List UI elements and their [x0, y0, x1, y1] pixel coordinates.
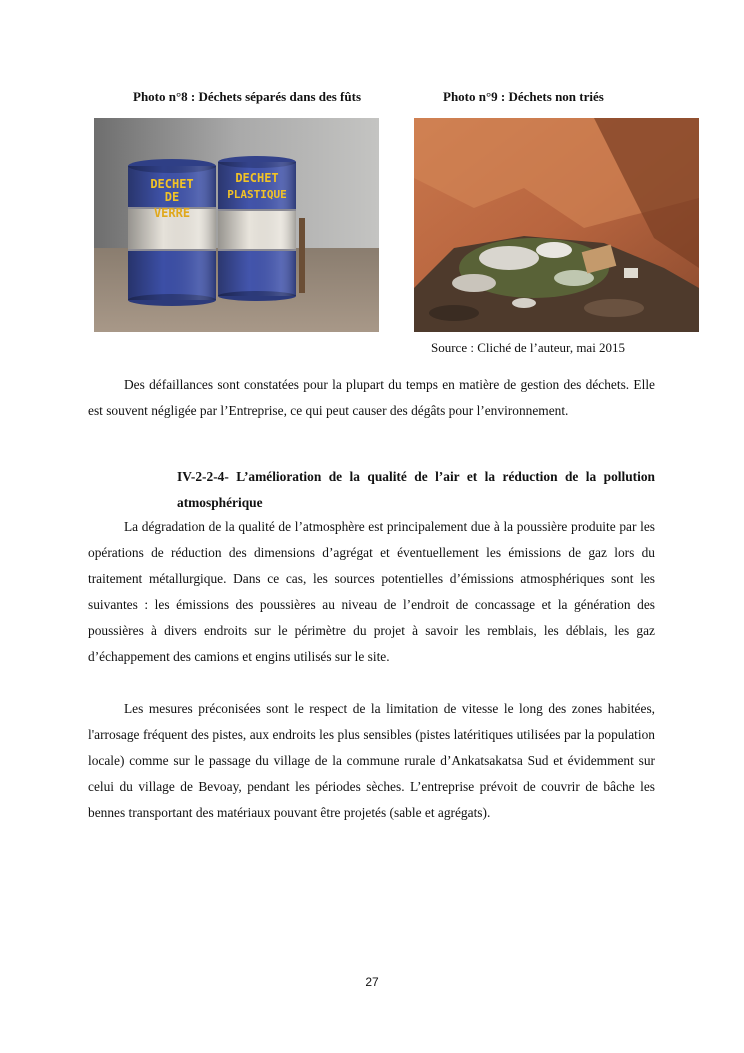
paragraph-waste-management: Des défaillances sont constatées pour la plupart du temps en matière de gestion des déchets. Elle est souvent négligée par l’Entreprise, ce qui peut causer des dégâts pour l’environnement.: [88, 377, 655, 418]
drum-left-label-1: DECHET: [150, 177, 194, 191]
photo-9-unsorted-waste: [414, 118, 699, 332]
drum-left-label-2: DE: [164, 190, 180, 204]
photo-8-caption: Photo n°8 : Déchets séparés dans des fûts: [133, 89, 362, 104]
drum-left-label-3: VERRE: [153, 206, 191, 220]
photo-source: Source : Cliché de l’auteur, mai 2015: [431, 340, 626, 355]
page-number: 27: [365, 975, 379, 989]
paragraph-mitigation-measures: Les mesures préconisées sont le respect de la limitation de vitesse le long des zones habitées, l'arrosage fréquent des pistes, aux endroits les plus sensibles (pistes latéritiques utilisées par la population locale) comme sur le passage du village de la commune rurale d’Ankatsakatsa Sud et évidemment sur celui du village de Bevoay, pendant les périodes sèches. L’entreprise prévoit de couvrir de bâche les bennes transportant des matériaux pouvant être projetés (sable et agrégats).: [88, 701, 655, 820]
drum-right-label-1: DECHET: [235, 171, 279, 185]
paragraph-air-quality: La dégradation de la qualité de l’atmosphère est principalement due à la poussière produite par les opérations de réduction des dimensions d’agrégat et éventuellement les émissions de gaz lors du traitement métallurgique. Dans ce cas, les sources potentielles d’émissions atmosphériques sont les suivantes : les émissions des poussières au niveau de l’endroit de concassage et la génération des poussières à divers endroits sur le périmètre du projet à savoir les remblais, les déblais, les gaz d’échappement des camions et engins utilisés sur le site.: [88, 519, 655, 664]
photo-9-caption: Photo n°9 : Déchets non triés: [443, 89, 604, 104]
barrels-illustration: [94, 118, 379, 332]
drum-right-label-2: PLASTIQUE: [227, 188, 287, 201]
section-heading: IV-2-2-4- L’amélioration de la qualité de l’air et la réduction de la pollution atmosphérique: [177, 469, 655, 510]
photo-8-barrels: [94, 118, 379, 332]
waste-pit-illustration: [414, 118, 699, 332]
